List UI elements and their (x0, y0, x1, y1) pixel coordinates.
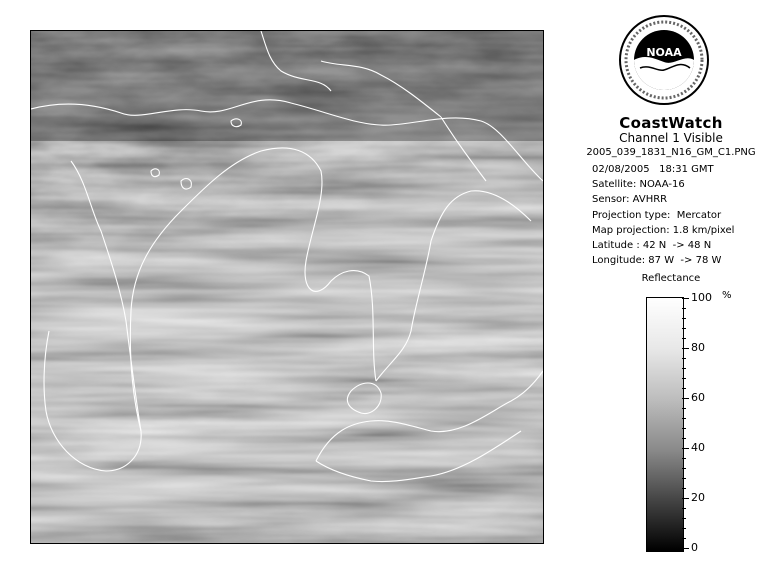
longitude-range: Longitude: 87 W -> 78 W (592, 255, 722, 267)
file-name: 2005_039_1831_N16_GM_C1.PNG (586, 147, 756, 158)
scale-tick-label: 100 (691, 291, 712, 304)
scale-minor-tick (682, 518, 686, 519)
scale-minor-tick (682, 468, 686, 469)
noaa-logo (618, 14, 710, 106)
scale-unit: % (722, 290, 732, 301)
legend-panel (560, 0, 782, 572)
scale-major-tick (682, 498, 689, 499)
scale-minor-tick (682, 308, 686, 309)
scale-minor-tick (682, 438, 686, 439)
scale-minor-tick (682, 488, 686, 489)
product-source: CoastWatch (619, 114, 723, 132)
scale-minor-tick (682, 338, 686, 339)
scale-title: Reflectance (641, 273, 701, 284)
logo-text: NOAA (646, 46, 682, 59)
scale-minor-tick (682, 478, 686, 479)
projection-type: Projection type: Mercator (592, 209, 722, 221)
scale-major-tick (682, 298, 689, 299)
scale-minor-tick (682, 458, 686, 459)
scale-major-tick (682, 448, 689, 449)
scale-minor-tick (682, 428, 686, 429)
scale-minor-tick (682, 388, 686, 389)
scale-major-tick (682, 398, 689, 399)
product-channel: Channel 1 Visible (619, 131, 723, 145)
scale-minor-tick (682, 528, 686, 529)
reflectance-scale-bar (646, 297, 684, 552)
scale-major-tick (682, 348, 689, 349)
scale-tick-label: 60 (691, 391, 705, 404)
satellite-info: Satellite: NOAA-16 (592, 179, 685, 191)
scale-tick-label: 40 (691, 441, 705, 454)
scale-tick-label: 80 (691, 341, 705, 354)
map-canvas (31, 31, 543, 543)
map-projection: Map projection: 1.8 km/pixel (592, 224, 735, 236)
date-time: 02/08/2005 18:31 GMT (592, 164, 714, 175)
noaa-seal-icon (618, 14, 710, 106)
scale-minor-tick (682, 368, 686, 369)
latitude-range: Latitude : 42 N -> 48 N (592, 240, 712, 252)
scale-minor-tick (682, 328, 686, 329)
scale-tick-label: 0 (691, 541, 698, 554)
scale-minor-tick (682, 538, 686, 539)
scale-minor-tick (682, 378, 686, 379)
scale-minor-tick (682, 508, 686, 509)
scale-minor-tick (682, 318, 686, 319)
scale-minor-tick (682, 358, 686, 359)
scale-minor-tick (682, 418, 686, 419)
scale-minor-tick (682, 408, 686, 409)
metadata-block (592, 162, 734, 268)
scale-major-tick (682, 548, 689, 549)
satellite-image (30, 30, 544, 544)
scale-tick-label: 20 (691, 491, 705, 504)
sensor-info: Sensor: AVHRR (592, 194, 668, 206)
